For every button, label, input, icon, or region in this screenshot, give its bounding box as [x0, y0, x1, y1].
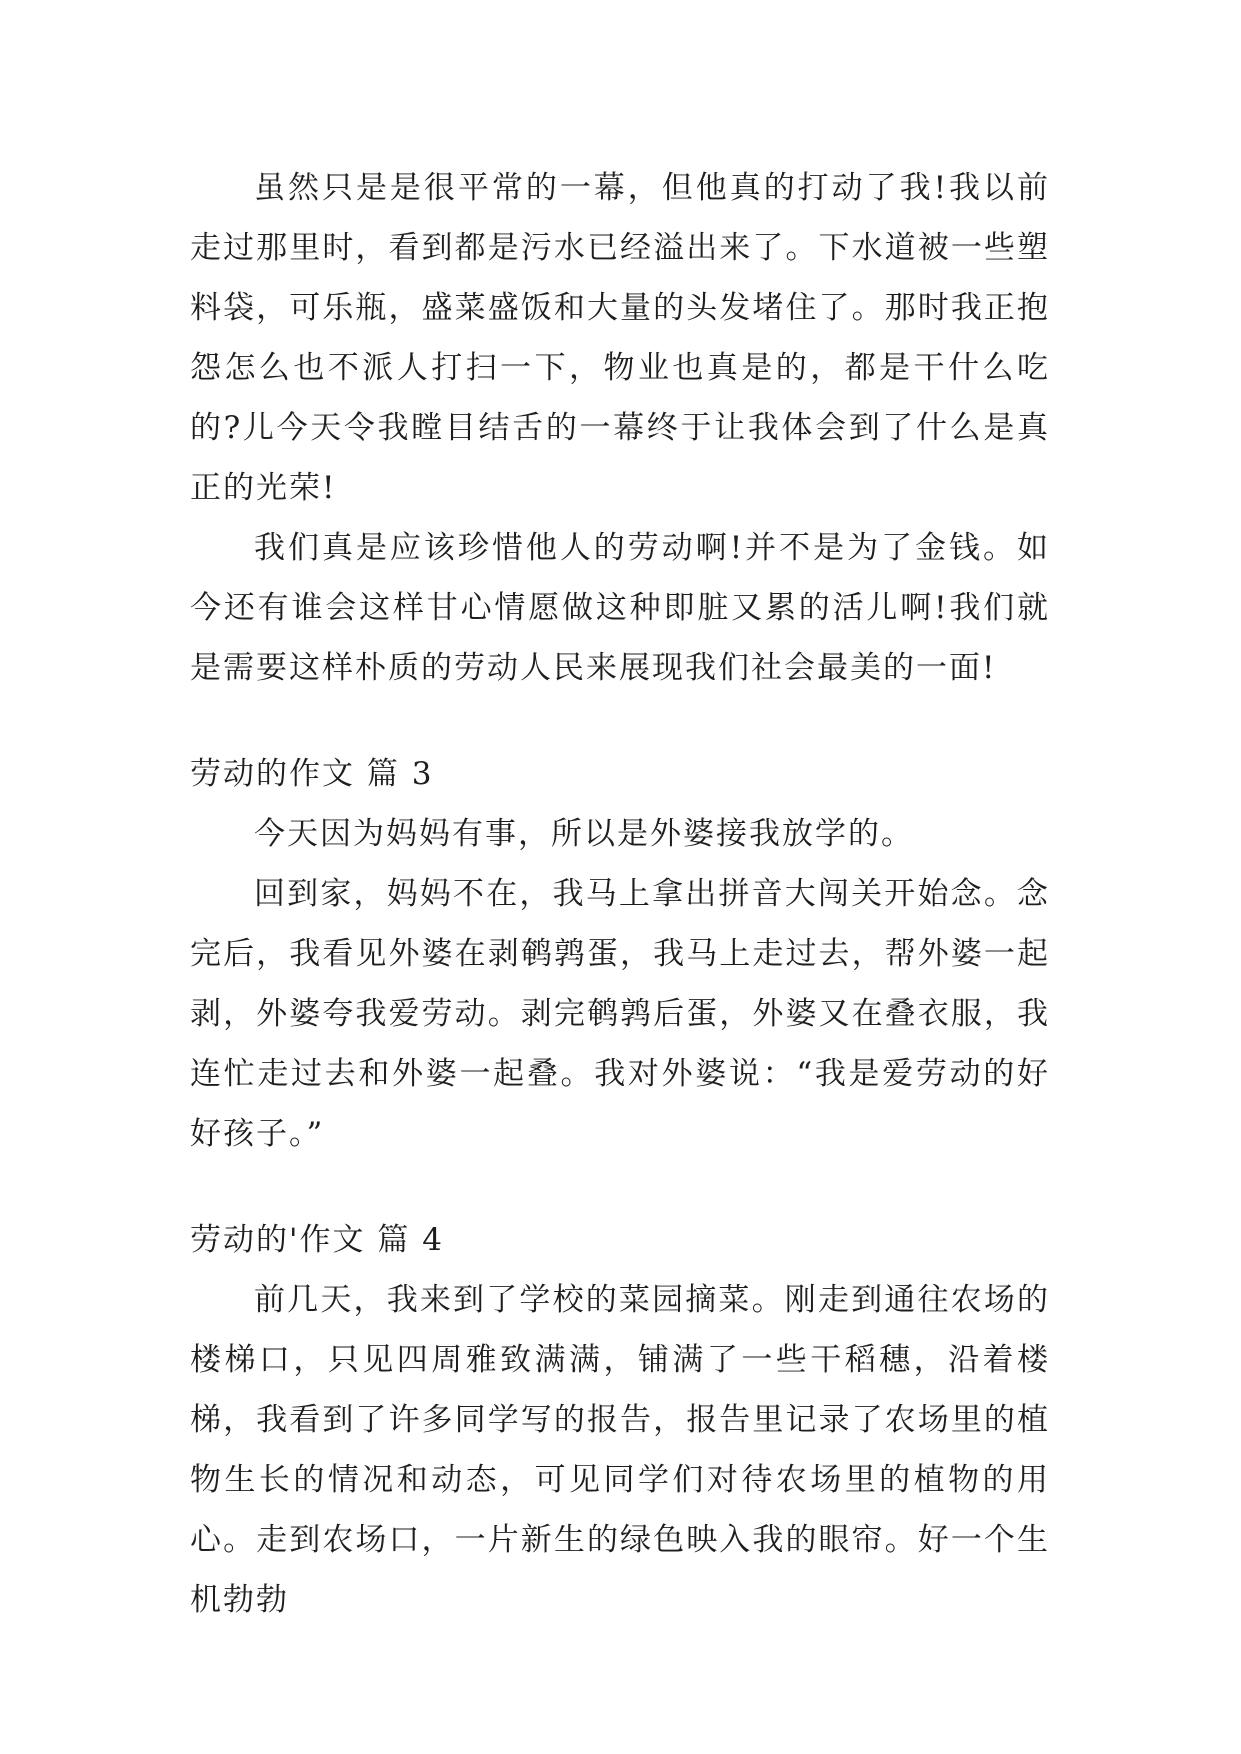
- paragraph: 今天因为妈妈有事，所以是外婆接我放学的。: [254, 816, 914, 852]
- section-heading-3: 劳动的作文 篇 3: [190, 756, 434, 792]
- paragraph: 虽然只是是很平常的一幕，但他真的打动了我!我以前走过那里时，看到都是污水已经溢出来了。下水道被一些塑料袋，可乐瓶，盛菜盛饭和大量的头发堵住了。那时我正抱怨怎么也不派人打扫一下，物业也真是的，都是干什么吃的?儿今天令我瞠目结舌的一幕终于让我体会到了什么是真正的光荣!: [190, 170, 1050, 506]
- paragraph: 前几天，我来到了学校的菜园摘菜。刚走到通往农场的楼梯口，只见四周雅致满满，铺满了一些干稻穗，沿着楼梯，我看到了许多同学写的报告，报告里记录了农场里的植物生长的情况和动态，可见同学们对待农场里的植物的用心。走到农场口，一片新生的绿色映入我的眼帘。好一个生机勃勃: [190, 1282, 1050, 1618]
- paragraph: 回到家，妈妈不在，我马上拿出拼音大闯关开始念。念完后，我看见外婆在剥鹌鹑蛋，我马上走过去，帮外婆一起剥，外婆夸我爱劳动。剥完鹌鹑后蛋，外婆又在叠衣服，我连忙走过去和外婆一起叠。我对外婆说：“我是爱劳动的好好孩子。”: [190, 876, 1050, 1152]
- paragraph: 我们真是应该珍惜他人的劳动啊!并不是为了金钱。如今还有谁会这样甘心情愿做这种即脏又累的活儿啊!我们就是需要这样朴质的劳动人民来展现我们社会最美的一面!: [190, 530, 1050, 686]
- document-body: [190, 158, 1050, 1630]
- section-heading-4: 劳动的'作文 篇 4: [190, 1222, 444, 1258]
